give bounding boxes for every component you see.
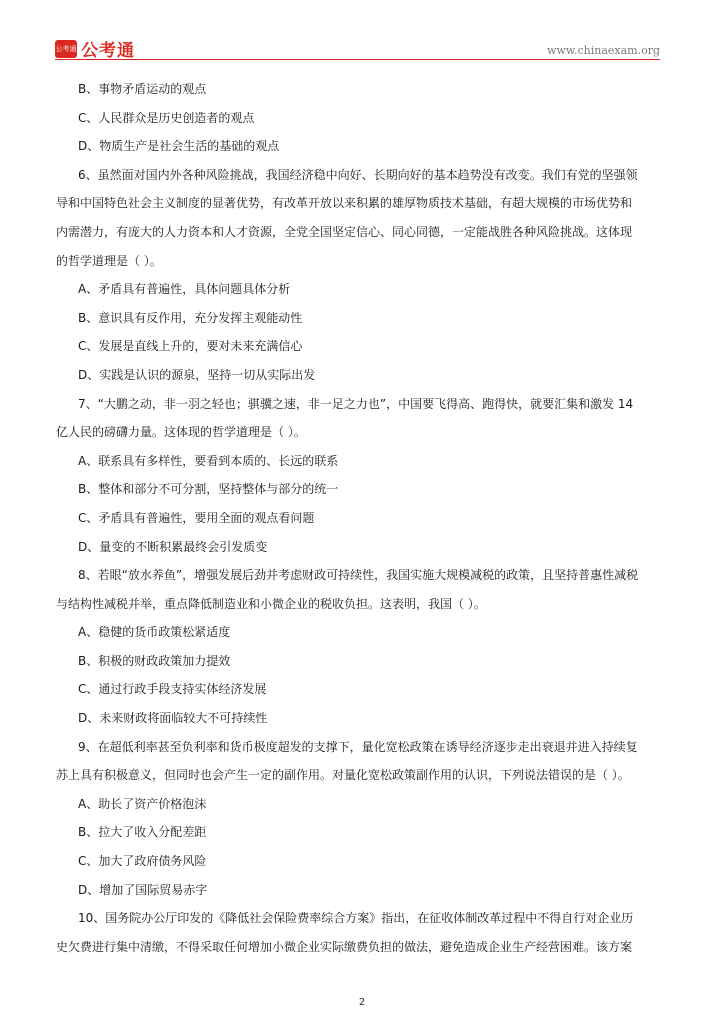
question-text-line: 内需潜力，有庞大的人力资本和人才资源，全党全国坚定信心、同心同德，一定能战胜各种风险挑战。这体现 (56, 224, 633, 239)
answer-option: A、矛盾具有普遍性，具体问题具体分析 (78, 282, 291, 297)
question-text-line: 的哲学道理是（ ）。 (56, 253, 162, 268)
answer-option: D、量变的不断积累最终会引发质变 (78, 539, 268, 554)
question-text-line: 8、若眼“放水养鱼”，增强发展后劲并考虑财政可持续性，我国实施大规模减税的政策，且坚持普惠性减税 (78, 568, 639, 583)
answer-option: B、整体和部分不可分割，坚持整体与部分的统一 (78, 482, 339, 497)
logo-text: 公考通 (81, 41, 135, 61)
page-number: 2 (358, 997, 366, 1008)
answer-option: D、未来财政将面临较大不可持续性 (78, 711, 268, 726)
brand-logo (55, 36, 135, 61)
answer-option: C、加大了政府债务风险 (78, 854, 207, 869)
answer-option: A、联系具有多样性，要看到本质的、长远的联系 (78, 453, 339, 468)
question-text-line: 与结构性减税并举，重点降低制造业和小微企业的税收负担。这表明，我国（ ）。 (56, 596, 486, 611)
question-text-line: 10、国务院办公厅印发的《降低社会保险费率综合方案》指出，在征收体制改革过程中不得自行对企业历 (78, 911, 634, 926)
answer-option: D、物质生产是社会生活的基础的观点 (78, 139, 280, 154)
site-url: www.chinaexam.org (547, 44, 660, 57)
answer-option: C、通过行政手段支持实体经济发展 (78, 682, 267, 697)
answer-option: C、发展是直线上升的，要对未来充满信心 (78, 339, 303, 354)
answer-option: D、增加了国际贸易赤字 (78, 882, 208, 897)
question-text-line: 导和中国特色社会主义制度的显著优势，有改革开放以来积累的雄厚物质技术基础，有超大规模的市场优势和 (56, 196, 633, 211)
logo-badge-icon: 公考通 (55, 40, 77, 58)
answer-option: A、稳健的货币政策松紧适度 (78, 625, 231, 640)
answer-option: C、人民群众是历史创造者的观点 (78, 110, 255, 125)
question-text-line: 6、虽然面对国内外各种风险挑战，我国经济稳中向好、长期向好的基本趋势没有改变。我们有党的坚强领 (78, 167, 638, 182)
question-text-line: 苏上具有积极意义，但同时也会产生一定的副作用。对量化宽松政策副作用的认识，下列说法错误的是（ ）。 (56, 768, 630, 783)
answer-option: D、实践是认识的源泉，坚持一切从实际出发 (78, 367, 316, 382)
question-text-line: 亿人民的磅礴力量。这体现的哲学道理是（ ）。 (56, 425, 306, 440)
question-text-line: 7、“大鹏之动，非一羽之轻也；骐骥之速，非一足之力也”，中国要飞得高、跑得快，就要汇集和激发 14 (78, 396, 634, 411)
page-header (0, 0, 724, 60)
answer-option: B、积极的财政政策加力提效 (78, 653, 231, 668)
document-body (56, 75, 670, 961)
question-text-line: 9、在超低利率甚至负利率和货币极度超发的支撑下，量化宽松政策在诱导经济逐步走出衰退并进入持续复 (78, 739, 638, 754)
header-divider (55, 59, 660, 60)
answer-option: C、矛盾具有普遍性，要用全面的观点看问题 (78, 510, 315, 525)
answer-option: B、事物矛盾运动的观点 (78, 82, 207, 96)
question-text-line: 史欠费进行集中清缴，不得采取任何增加小微企业实际缴费负担的做法，避免造成企业生产经营困难。该方案 (56, 939, 633, 954)
answer-option: B、意识具有反作用，充分发挥主观能动性 (78, 310, 303, 325)
answer-option: A、助长了资产价格泡沫 (78, 796, 207, 811)
answer-option: B、拉大了收入分配差距 (78, 825, 207, 840)
